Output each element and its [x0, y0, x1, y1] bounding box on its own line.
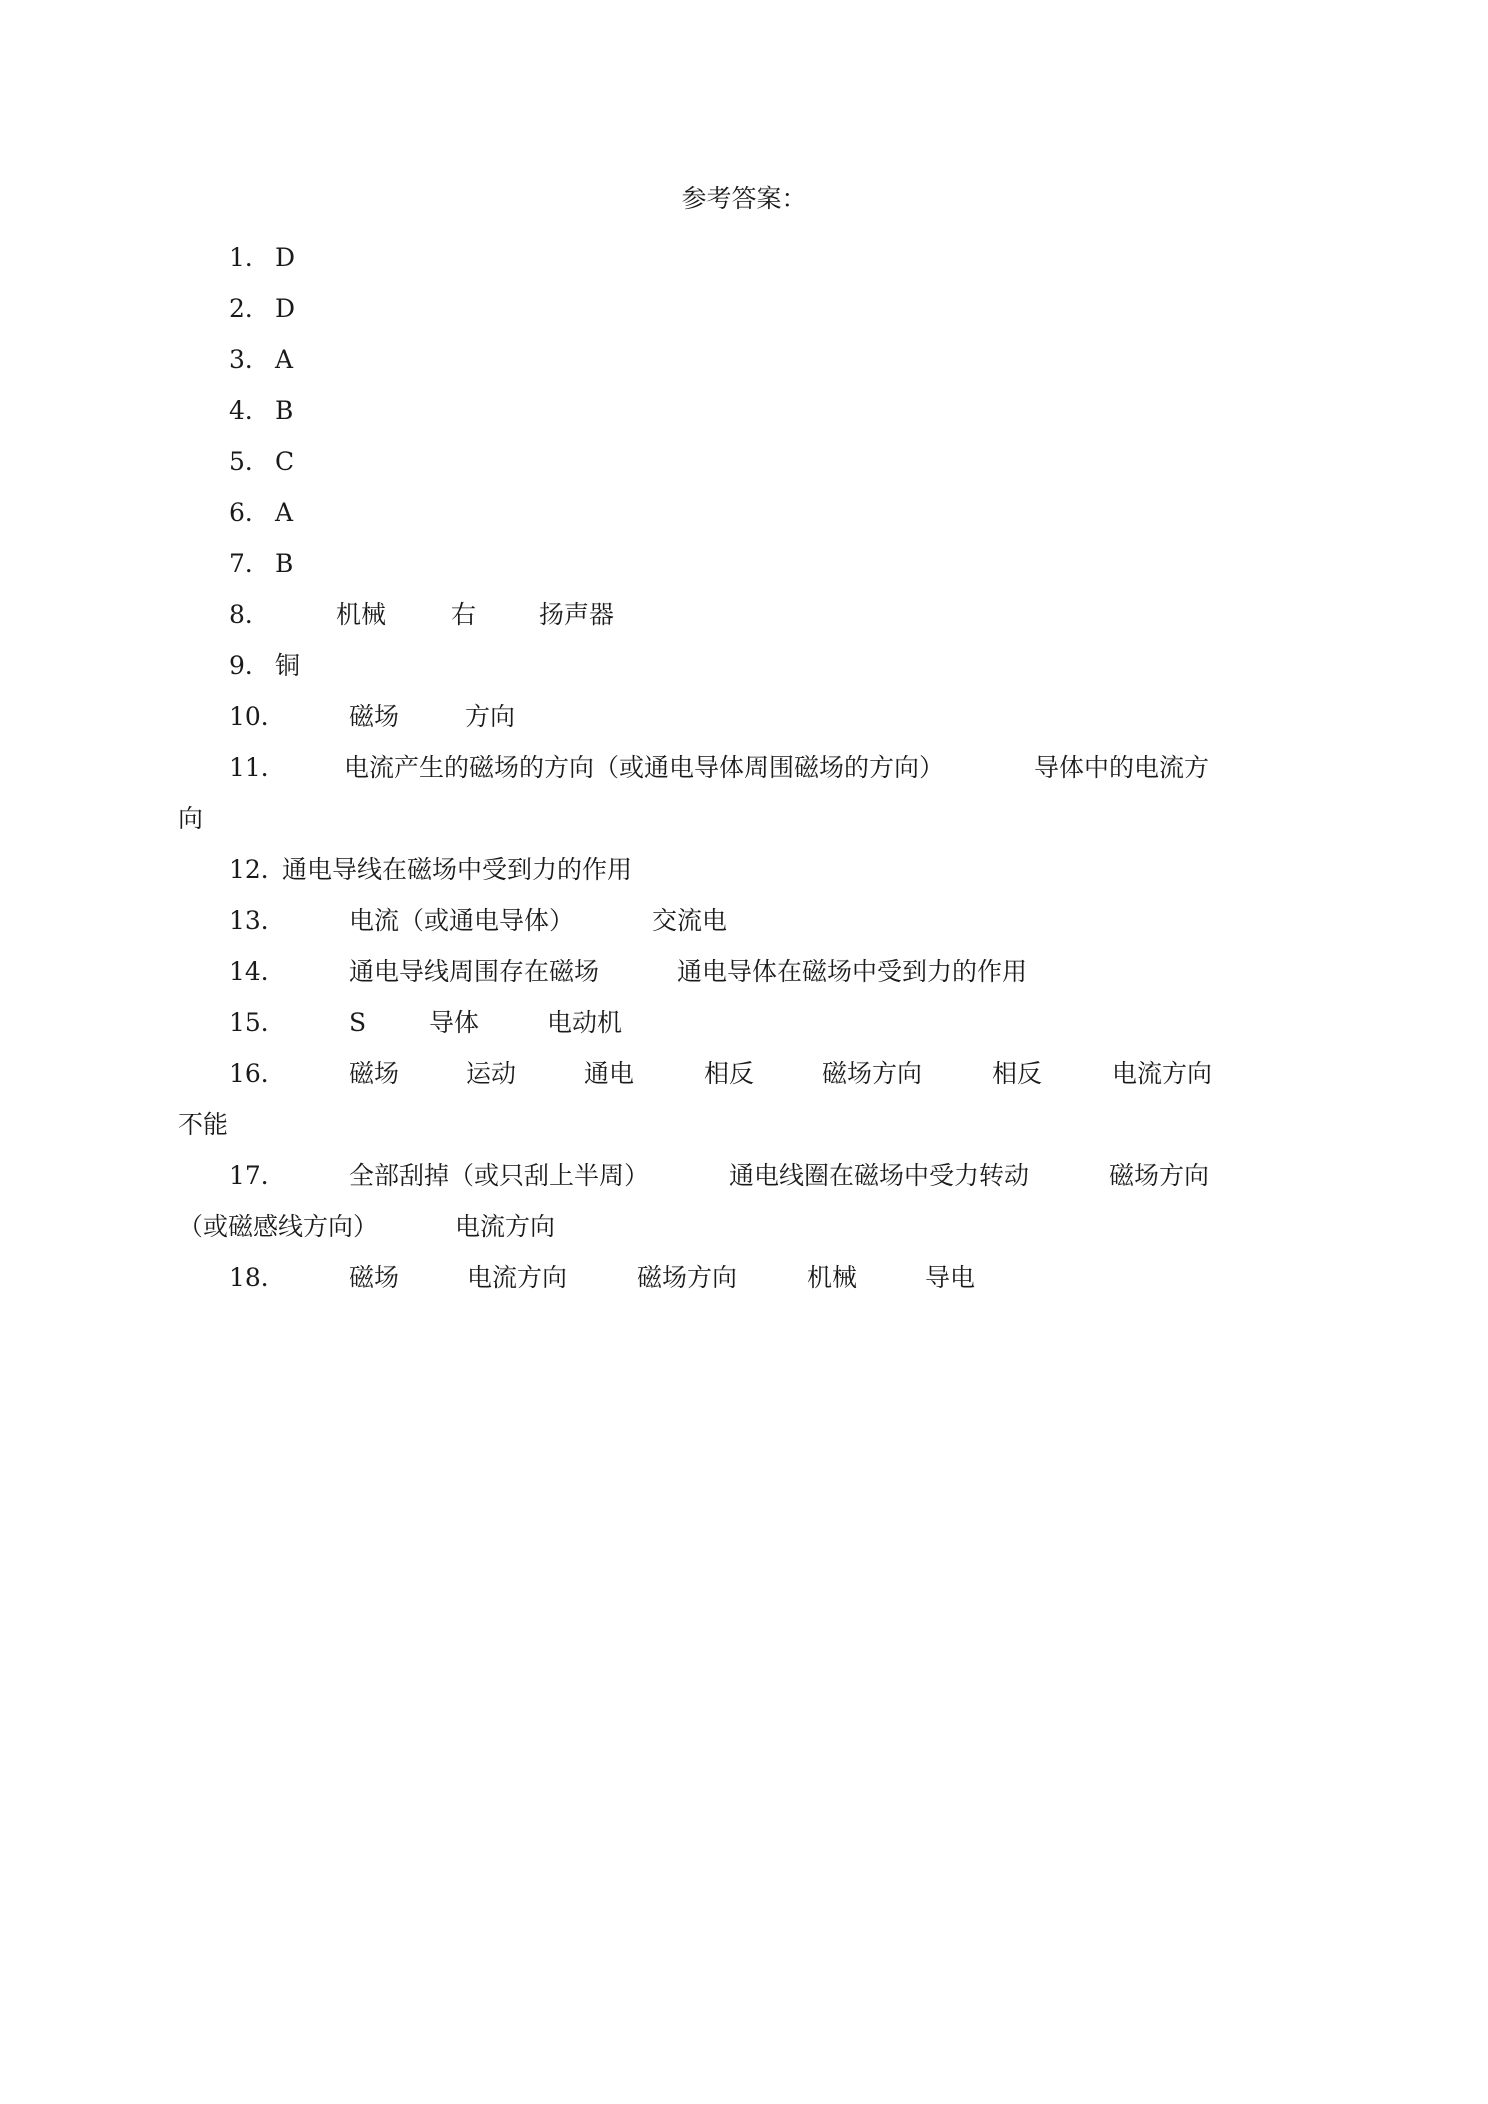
answer-number: 11．	[229, 753, 286, 782]
answer-blank: 导电	[925, 1263, 976, 1292]
answer-blank: 机械	[807, 1263, 858, 1292]
answer-text: D	[275, 243, 296, 272]
answer-continuation	[178, 793, 1269, 844]
answer-item	[178, 895, 1269, 946]
answer-text: A	[275, 345, 294, 374]
answer-number: 2．	[229, 294, 270, 323]
answer-number: 4．	[229, 396, 270, 425]
answer-blank: 方向	[465, 702, 516, 731]
answer-item	[178, 640, 1269, 691]
answer-item	[178, 232, 1269, 283]
answer-text: D	[275, 294, 296, 323]
answer-text: B	[275, 396, 294, 425]
answer-blank: 电流方向	[467, 1263, 568, 1292]
answer-item	[178, 997, 1269, 1048]
answer-text: 铜	[275, 651, 301, 680]
answer-blank: 导体	[429, 1008, 480, 1037]
answer-continuation	[178, 1099, 1269, 1150]
answer-blank: 电动机	[547, 1008, 623, 1037]
answer-blank: 相反	[992, 1059, 1043, 1088]
answer-blank: 通电	[584, 1059, 635, 1088]
answer-blank: 电流产生的磁场的方向（或通电导体周围磁场的方向）	[344, 753, 945, 782]
answer-number: 3．	[229, 345, 270, 374]
answer-blank: 磁场方向	[822, 1059, 923, 1088]
answer-number: 17．	[229, 1161, 286, 1190]
answer-item	[178, 1150, 1269, 1201]
answer-blank: 磁场	[349, 702, 400, 731]
answer-item	[178, 1048, 1269, 1099]
answer-blank: 运动	[466, 1059, 517, 1088]
answer-blank: 电流方向	[1112, 1059, 1213, 1088]
answer-number: 15．	[229, 1008, 286, 1037]
page-title: 参考答案：	[681, 184, 807, 213]
answer-item	[178, 334, 1269, 385]
answer-list	[178, 232, 1269, 1303]
answer-number: 16．	[229, 1059, 286, 1088]
answer-text: C	[275, 447, 295, 476]
answer-blank: 机械	[336, 600, 387, 629]
answer-text: 通电导线在磁场中受到力的作用	[282, 855, 633, 884]
answer-number: 10．	[229, 702, 286, 731]
answer-item	[178, 742, 1269, 793]
answer-number: 7．	[229, 549, 270, 578]
continuation-text: 电流方向	[455, 1212, 556, 1241]
answer-item	[178, 385, 1269, 436]
answer-item	[178, 436, 1269, 487]
answer-blank: 通电导线周围存在磁场	[349, 957, 600, 986]
continuation-text: （或磁感线方向）	[178, 1212, 379, 1241]
answer-blank: 交流电	[652, 906, 728, 935]
answer-item	[178, 844, 1269, 895]
answer-number: 13．	[229, 906, 286, 935]
answer-item	[178, 946, 1269, 997]
answer-blank: 通电导体在磁场中受到力的作用	[677, 957, 1028, 986]
answer-blank: 扬声器	[539, 600, 615, 629]
answer-item	[178, 589, 1269, 640]
continuation-text: 向	[178, 804, 204, 833]
answer-blank: 磁场	[349, 1263, 400, 1292]
answer-number: 18．	[229, 1263, 286, 1292]
answer-continuation	[178, 1201, 1269, 1252]
answer-number: 6．	[229, 498, 270, 527]
answer-blank: 通电线圈在磁场中受力转动	[729, 1161, 1030, 1190]
answer-number: 5．	[229, 447, 270, 476]
answer-blank: 磁场方向	[637, 1263, 738, 1292]
answer-item	[178, 1252, 1269, 1303]
answer-number: 12．	[229, 855, 286, 884]
answer-item	[178, 283, 1269, 334]
answer-number: 9．	[229, 651, 270, 680]
answer-text: A	[275, 498, 294, 527]
answer-text: B	[275, 549, 294, 578]
continuation-text: 不能	[178, 1110, 229, 1139]
answer-number: 1．	[229, 243, 270, 272]
answer-blank: 右	[451, 600, 477, 629]
answer-blank: 导体中的电流方	[1034, 753, 1210, 782]
answer-item	[178, 487, 1269, 538]
answer-blank: 磁场方向	[1109, 1161, 1210, 1190]
answer-blank: S	[349, 1008, 367, 1037]
answer-number: 14．	[229, 957, 286, 986]
answer-item	[178, 691, 1269, 742]
answer-number: 8．	[229, 600, 270, 629]
answer-blank: 相反	[704, 1059, 755, 1088]
answer-blank: 全部刮掉（或只刮上半周）	[349, 1161, 650, 1190]
answer-blank: 电流（或通电导体）	[349, 906, 575, 935]
answer-item	[178, 538, 1269, 589]
answer-blank: 磁场	[349, 1059, 400, 1088]
